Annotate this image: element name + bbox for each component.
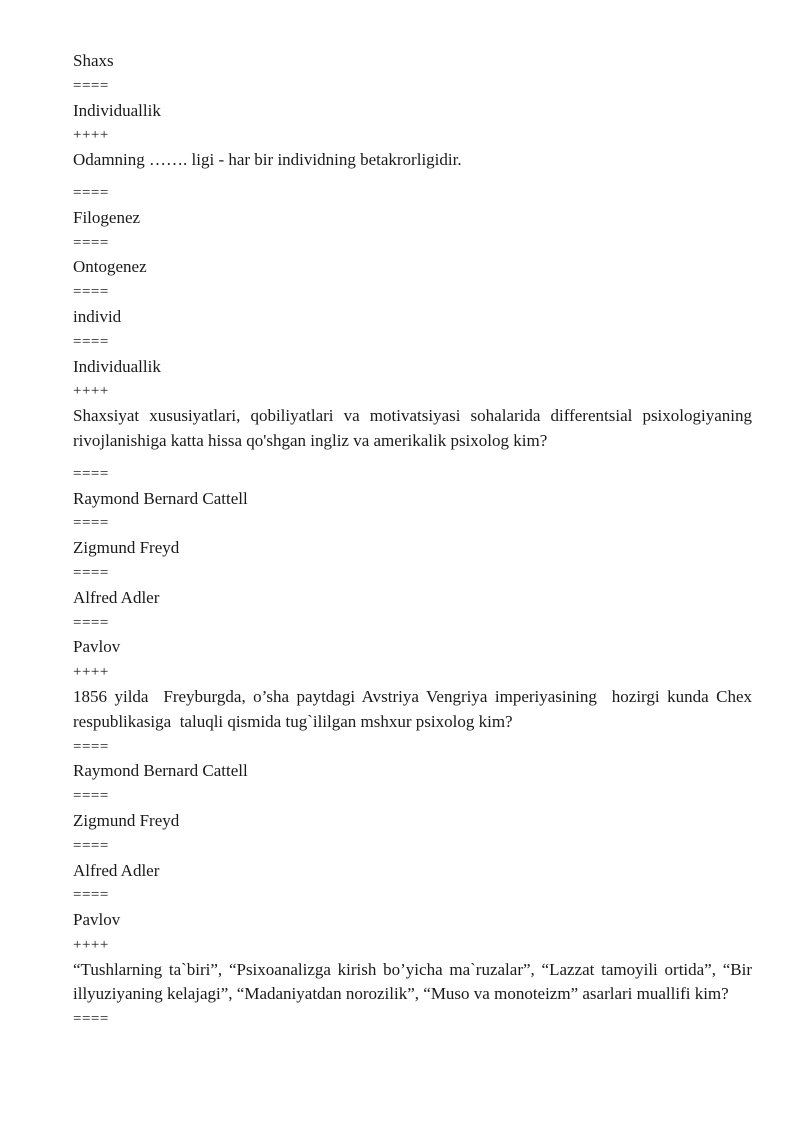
answer-option: Alfred Adler [73,587,160,607]
answer-option: Zigmund Freyd [73,810,180,830]
separator-line: ==== [73,234,109,251]
answer-option: Ontogenez [73,257,147,277]
separator-line: ==== [73,333,109,350]
separator-line: ==== [73,614,109,631]
separator-line: ++++ [73,127,109,144]
answer-option: Individuallik [73,100,161,120]
separator-line: ++++ [73,664,109,681]
separator-line: ==== [73,738,109,755]
question-text: Odamning ……. ligi - har bir individning betakrorligidir. [73,150,462,170]
answer-option: Alfred Adler [73,860,160,880]
separator-line: ==== [73,77,109,94]
separator-line: ==== [73,515,109,532]
answer-option: Individuallik [73,356,161,376]
question-text: Shaxsiyat xususiyatlari, qobiliyatlari va motivatsiyasi sohalarida differentsial psixologiyaning rivojlanishiga katta hissa qo'shgan ingliz va amerikalik psixolog kim? [73,406,757,450]
answer-option: Zigmund Freyd [73,538,180,558]
separator-line: ==== [73,788,109,805]
answer-option: Filogenez [73,207,141,227]
question-text: 1856 yilda Freyburgda, o’sha paytdagi Avstriya Vengriya imperiyasining hozirgi kunda Chex respublikasiga taluqli qismida tug`ililgan mshxur psixolog kim? [73,686,757,731]
separator-line: ==== [73,564,109,581]
separator-line: ==== [73,465,109,482]
separator-line: ==== [73,184,109,201]
separator-line: ==== [73,284,109,301]
question-text: “Tushlarning ta`biri”, “Psixoanalizga kirish bo’yicha ma`ruzalar”, “Lazzat tamoyili ortida”, “Bir illyuziyaning kelajagi”, “Madaniyatdan norozilik”, “Muso va monoteizm” asarlari muallifi kim? [73,959,757,1004]
separator-line: ==== [73,837,109,854]
separator-line: ==== [73,1011,109,1028]
document-page [73,49,757,1032]
separator-line: ++++ [73,383,109,400]
separator-line: ++++ [73,936,109,953]
answer-option: Shaxs [73,51,114,70]
answer-option: Pavlov [73,910,121,930]
answer-option: Raymond Bernard Cattell [73,488,248,508]
separator-line: ==== [73,887,109,904]
answer-option: Raymond Bernard Cattell [73,761,248,781]
answer-option: individ [73,306,122,326]
answer-option: Pavlov [73,637,121,657]
